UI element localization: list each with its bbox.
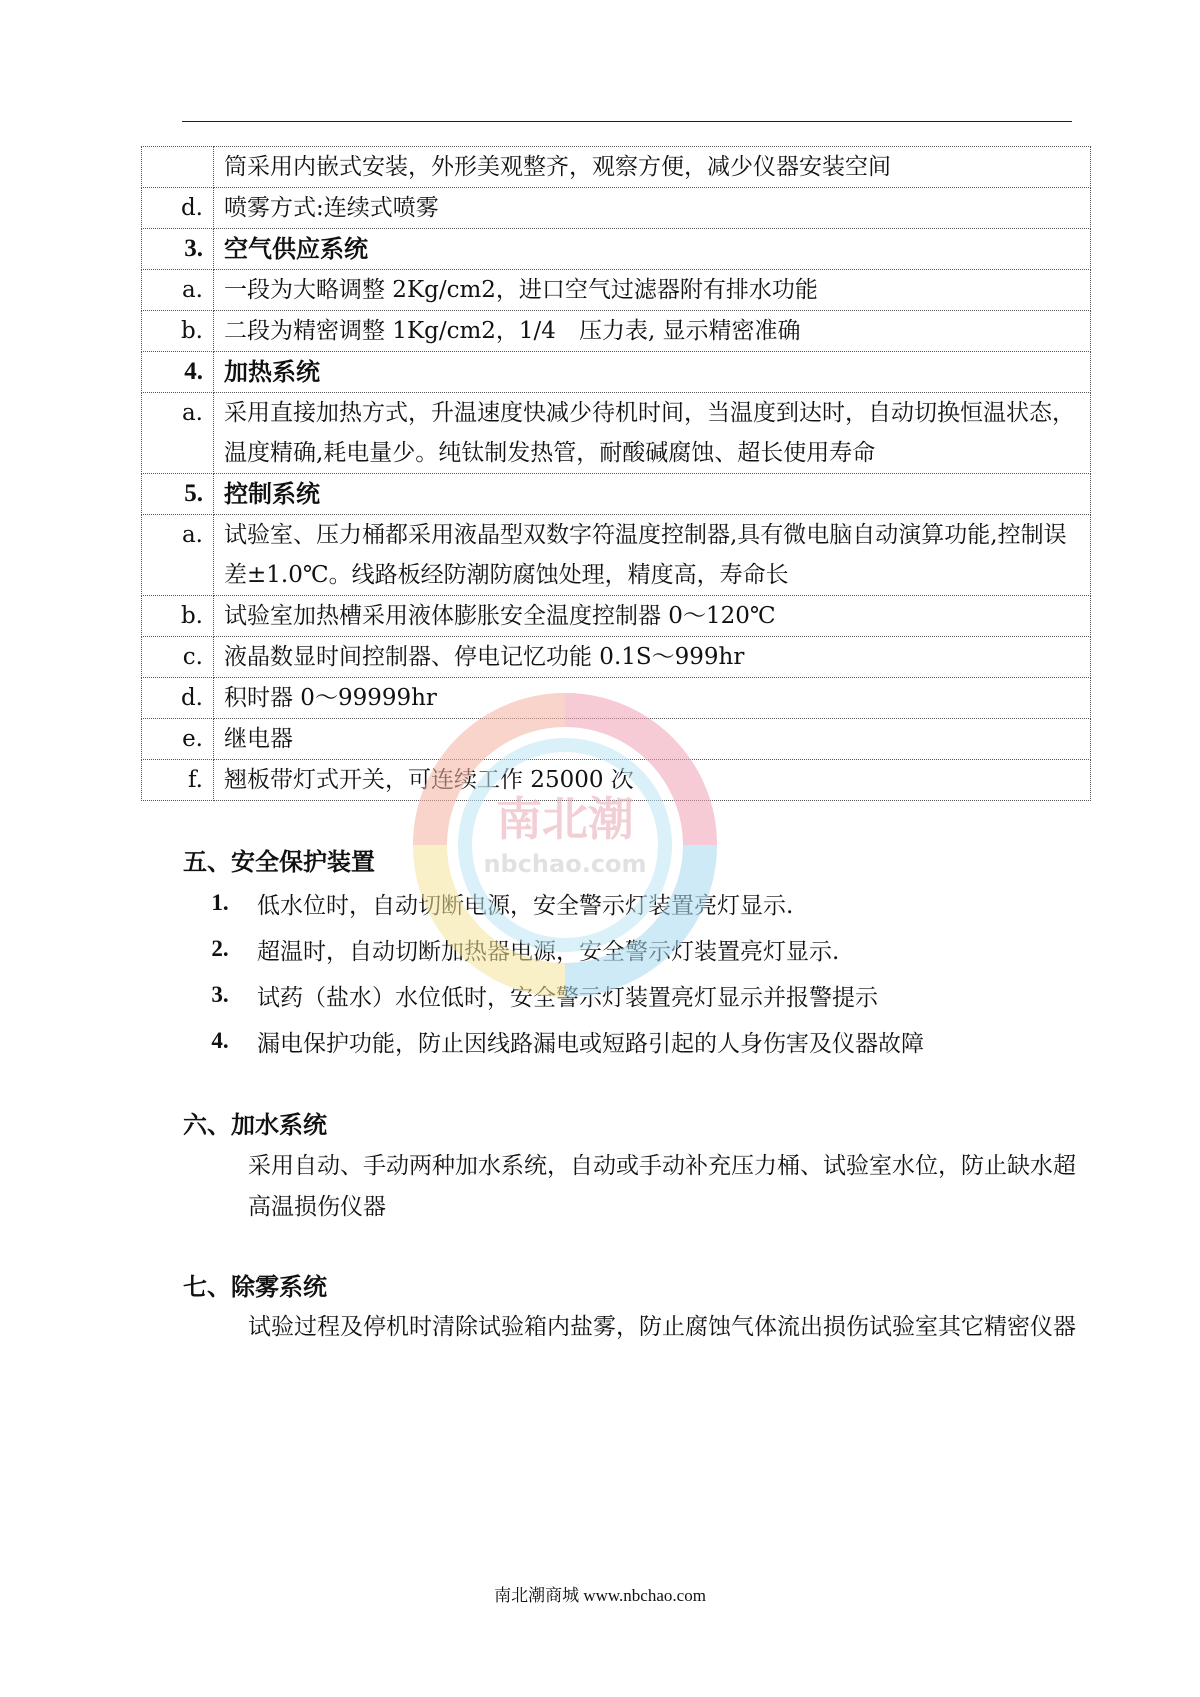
spec-table-body	[142, 147, 1091, 801]
list-item	[183, 926, 1083, 972]
table-row	[142, 515, 1091, 596]
table-row	[142, 147, 1091, 188]
list-item-text: 超温时，自动切断加热器电源，安全警示灯装置亮灯显示.	[257, 938, 840, 965]
table-row	[142, 393, 1091, 474]
table-row	[142, 637, 1091, 678]
row-text: 继电器	[214, 719, 1091, 760]
row-number: d.	[142, 188, 214, 229]
table-row	[142, 596, 1091, 637]
row-text: 液晶数显时间控制器、停电记忆功能 0.1S～999hr	[214, 637, 1091, 678]
list-item-number: 1.	[211, 890, 229, 915]
safety-list	[183, 880, 1083, 1064]
row-number: 4.	[142, 352, 214, 393]
table-row	[142, 270, 1091, 311]
row-text: 空气供应系统	[214, 229, 1091, 270]
row-number: e.	[142, 719, 214, 760]
row-text: 一段为大略调整 2Kg/cm2，进口空气过滤器附有排水功能	[214, 270, 1091, 311]
row-number: c.	[142, 637, 214, 678]
list-item	[183, 880, 1083, 926]
row-number: f.	[142, 760, 214, 801]
footer-text: 南北潮商城 www.nbchao.com	[494, 1586, 706, 1605]
header-rule	[182, 121, 1072, 122]
row-text: 二段为精密调整 1Kg/cm2，1/4 压力表, 显示精密准确	[214, 311, 1091, 352]
row-text: 采用直接加热方式，升温速度快减少待机时间，当温度到达时，自动切换恒温状态，温度精确,耗电量少。纯钛制发热管，耐酸碱腐蚀、超长使用寿命	[214, 393, 1091, 474]
row-text: 控制系统	[214, 474, 1091, 515]
row-number: d.	[142, 678, 214, 719]
list-item-number: 3.	[211, 982, 229, 1007]
spec-table	[141, 146, 1091, 801]
list-item-text: 低水位时，自动切断电源，安全警示灯装置亮灯显示.	[257, 892, 794, 919]
row-number: a.	[142, 515, 214, 596]
list-item-number: 2.	[211, 936, 229, 961]
section-6-text: 采用自动、手动两种加水系统，自动或手动补充压力桶、试验室水位，防止缺水超高温损伤仪器	[248, 1153, 1076, 1220]
row-number	[142, 147, 214, 188]
table-row	[142, 188, 1091, 229]
list-item-number: 4.	[211, 1028, 229, 1053]
section-5-title: 五、安全保护装置	[183, 847, 375, 876]
list-item-text: 试药（盐水）水位低时，安全警示灯装置亮灯显示并报警提示	[257, 984, 878, 1011]
section-6-title: 六、加水系统	[183, 1110, 327, 1139]
table-section-row	[142, 474, 1091, 515]
row-text: 翘板带灯式开关，可连续工作 25000 次	[214, 760, 1091, 801]
row-number: b.	[142, 596, 214, 637]
row-number: 5.	[142, 474, 214, 515]
list-item-text: 漏电保护功能，防止因线路漏电或短路引起的人身伤害及仪器故障	[257, 1030, 924, 1057]
row-number: a.	[142, 270, 214, 311]
row-number: a.	[142, 393, 214, 474]
list-item	[183, 972, 1083, 1018]
table-row	[142, 719, 1091, 760]
row-number: 3.	[142, 229, 214, 270]
table-section-row	[142, 229, 1091, 270]
row-text: 筒采用内嵌式安装，外形美观整齐，观察方便，减少仪器安装空间	[214, 147, 1091, 188]
row-number: b.	[142, 311, 214, 352]
row-text: 喷雾方式:连续式喷雾	[214, 188, 1091, 229]
row-text: 积时器 0～99999hr	[214, 678, 1091, 719]
watermark-domain: nbchao.com	[483, 850, 647, 878]
section-7-title: 七、除雾系统	[183, 1272, 327, 1301]
row-text: 试验室、压力桶都采用液晶型双数字符温度控制器,具有微电脑自动演算功能,控制误差±1.0℃。线路板经防潮防腐蚀处理，精度高，寿命长	[214, 515, 1091, 596]
table-row	[142, 760, 1091, 801]
table-row	[142, 678, 1091, 719]
table-row	[142, 311, 1091, 352]
row-text: 加热系统	[214, 352, 1091, 393]
list-item	[183, 1018, 1083, 1064]
row-text: 试验室加热槽采用液体膨胀安全温度控制器 0～120℃	[214, 596, 1091, 637]
table-section-row	[142, 352, 1091, 393]
watermark-brand: 南北潮	[496, 792, 634, 846]
section-7-text: 试验过程及停机时清除试验箱内盐雾，防止腐蚀气体流出损伤试验室其它精密仪器	[248, 1314, 1076, 1340]
